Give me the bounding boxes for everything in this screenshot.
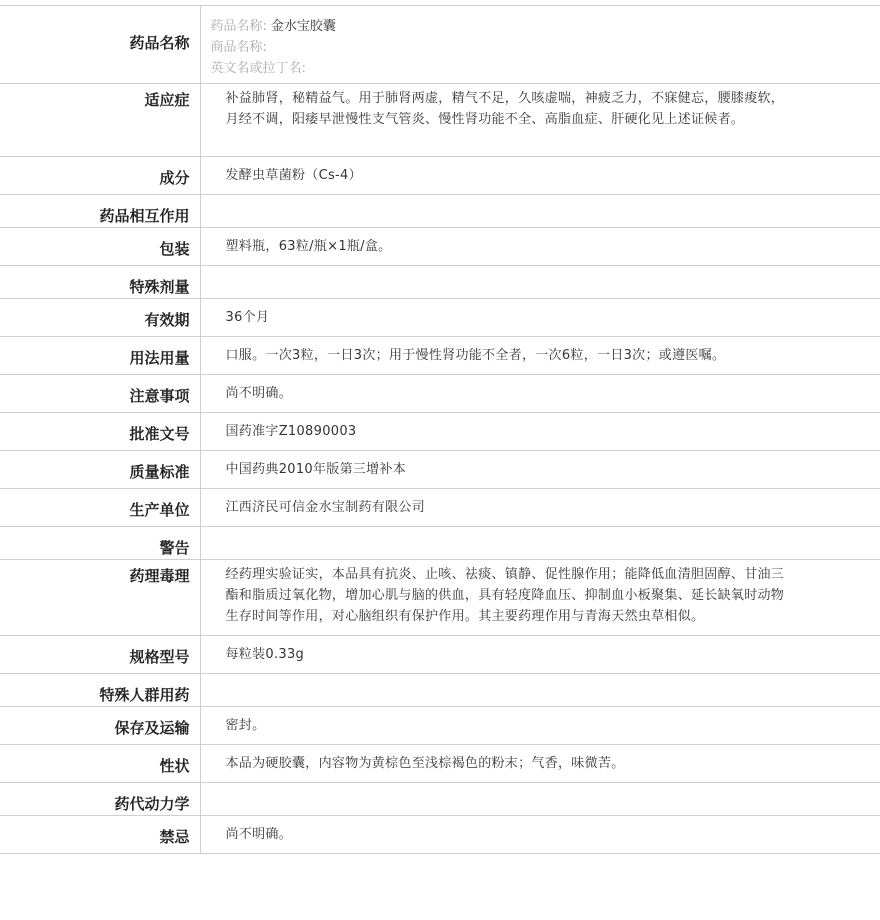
row-value: 口服。一次3粒，一日3次；用于慢性肾功能不全者，一次6粒，一日3次；或遵医嘱。	[225, 348, 726, 363]
row-special-dosage	[0, 266, 880, 299]
row-label: 生产单位	[129, 501, 190, 519]
row-label: 质量标准	[129, 463, 190, 481]
trade-name-key: 商品名称:	[210, 40, 267, 55]
row-label: 适应症	[144, 91, 190, 109]
row-value	[201, 195, 880, 211]
row-specification	[0, 636, 880, 674]
row-interactions	[0, 195, 880, 228]
row-value	[201, 674, 880, 690]
row-manufacturer	[0, 489, 880, 527]
row-label: 特殊人群用药	[99, 686, 190, 704]
row-label: 禁忌	[159, 828, 190, 846]
row-storage	[0, 707, 880, 745]
row-label: 药代动力学	[114, 795, 190, 813]
row-pharmacology	[0, 560, 880, 636]
english-name-key: 英文名或拉丁名:	[210, 61, 306, 76]
row-label-cell	[0, 6, 200, 84]
english-name-line	[211, 58, 871, 79]
row-dosage	[0, 337, 880, 375]
row-special-population	[0, 674, 880, 707]
row-label: 成分	[159, 169, 190, 187]
row-indications	[0, 84, 880, 157]
row-value-cell	[200, 6, 880, 84]
row-value	[201, 266, 880, 282]
row-precautions	[0, 375, 880, 413]
drug-name-label: 药品名称	[129, 34, 190, 52]
row-value: 补益肺肾，秘精益气。用于肺肾两虚，精气不足，久咳虚喘，神疲乏力，不寐健忘，腰膝痠软，月经不调，阳痿早泄慢性支气管炎、慢性肾功能不全、高脂血症、肝硬化见上述证候者。	[225, 91, 785, 127]
row-pharmacokinetics	[0, 783, 880, 816]
row-value	[201, 527, 880, 543]
row-label: 药理毒理	[129, 567, 190, 585]
row-label: 用法用量	[129, 349, 190, 367]
row-label: 警告	[159, 539, 190, 557]
row-approval-number	[0, 413, 880, 451]
row-description	[0, 745, 880, 783]
row-label: 有效期	[144, 311, 190, 329]
row-value: 本品为硬胶囊，内容物为黄棕色至浅棕褐色的粉末；气香，味微苦。	[225, 756, 625, 771]
row-label: 特殊剂量	[129, 278, 190, 296]
row-label: 保存及运输	[114, 719, 190, 737]
generic-name-key: 药品名称:	[210, 19, 267, 34]
row-value: 发酵虫草菌粉（Cs-4）	[225, 168, 362, 183]
row-packaging	[0, 228, 880, 266]
row-value: 江西济民可信金水宝制药有限公司	[225, 500, 426, 515]
row-warning	[0, 527, 880, 560]
row-label: 性状	[159, 757, 190, 775]
row-value: 经药理实验证实，本品具有抗炎、止咳、祛痰、镇静、促性腺作用；能降低血清胆固醇、甘油三酯和脂质过氧化物，增加心肌与脑的供血，具有轻度降血压、抑制血小板聚集、延长缺氧时动物生存时间等作用，对心脑组织有保护作用。其主要药理作用与青海天然虫草相似。	[225, 567, 785, 624]
row-value	[201, 783, 880, 799]
generic-name-value: 金水宝胶囊	[270, 19, 336, 34]
row-value: 中国药典2010年版第三增补本	[225, 462, 407, 477]
row-label: 注意事项	[129, 387, 190, 405]
row-label: 批准文号	[129, 425, 190, 443]
trade-name-line	[211, 37, 871, 58]
row-contraindications	[0, 816, 880, 854]
row-value: 每粒装0.33g	[225, 647, 305, 662]
row-value: 密封。	[225, 718, 266, 733]
row-value: 尚不明确。	[225, 827, 293, 842]
row-value: 尚不明确。	[225, 386, 293, 401]
row-quality-standard	[0, 451, 880, 489]
row-ingredients	[0, 157, 880, 195]
row-label: 药品相互作用	[99, 207, 190, 225]
row-label: 包装	[159, 240, 190, 258]
row-value: 塑料瓶，63粒/瓶×1瓶/盒。	[225, 239, 392, 254]
row-value: 国药准字Z10890003	[225, 424, 357, 439]
row-value: 36个月	[225, 310, 270, 325]
generic-name-line	[211, 16, 871, 37]
row-shelf-life	[0, 299, 880, 337]
drug-info-table	[0, 5, 880, 854]
row-label: 规格型号	[129, 648, 190, 666]
row-drug-name	[0, 6, 880, 84]
